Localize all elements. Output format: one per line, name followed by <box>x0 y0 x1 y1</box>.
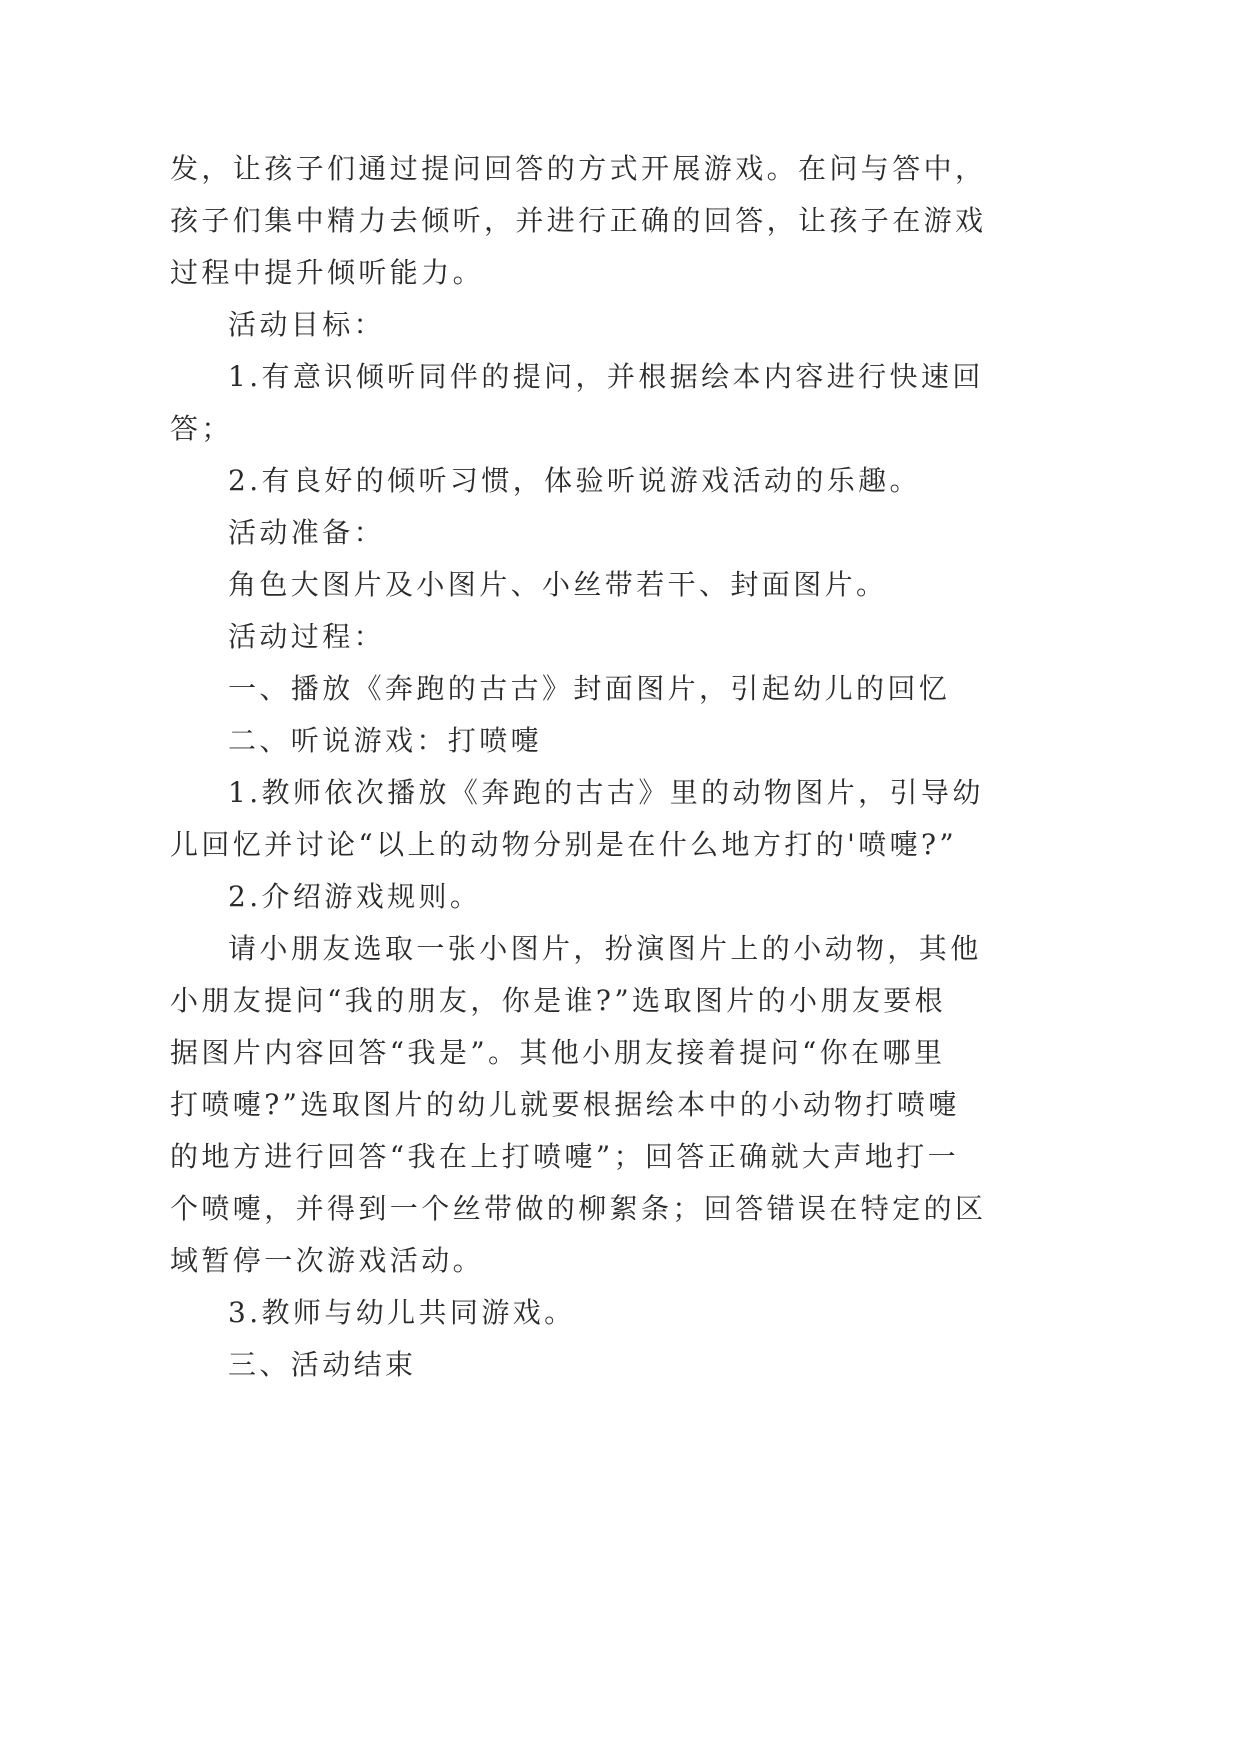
process-step-1: 一、播放《奔跑的古古》封面图片，引起幼儿的回忆 <box>228 672 951 705</box>
goal-item-1: 1.有意识倾听同伴的提问，并根据绘本内容进行快速回 <box>228 360 984 393</box>
rules-paragraph-line: 小朋友提问“我的朋友，你是谁?”选取图片的小朋友要根 <box>170 984 947 1017</box>
section-heading-preparation: 活动准备： <box>228 516 386 549</box>
rules-paragraph-line: 据图片内容回答“我是”。其他小朋友接着提问“你在哪里 <box>170 1036 946 1069</box>
section-heading-goals: 活动目标： <box>228 308 386 341</box>
process-step-2: 二、听说游戏：打喷嚏 <box>228 724 543 757</box>
substep-1: 1.教师依次播放《奔跑的古古》里的动物图片，引导幼 <box>228 776 984 809</box>
substep-1-continued: 儿回忆并讨论“以上的动物分别是在什么地方打的'喷嚏?” <box>170 828 958 861</box>
process-step-3: 三、活动结束 <box>228 1348 417 1381</box>
document-body <box>170 143 987 1391</box>
preparation-text: 角色大图片及小图片、小丝带若干、封面图片。 <box>228 568 888 601</box>
goal-item-1-continued: 答； <box>170 412 233 445</box>
body-line: 孩子们集中精力去倾听，并进行正确的回答，让孩子在游戏 <box>170 204 987 237</box>
rules-paragraph-line: 的地方进行回答“我在上打喷嚏”；回答正确就大声地打一 <box>170 1140 960 1173</box>
substep-2: 2.介绍游戏规则。 <box>228 880 482 913</box>
goal-item-2: 2.有良好的倾听习惯，体验听说游戏活动的乐趣。 <box>228 464 921 497</box>
rules-paragraph-line: 域暂停一次游戏活动。 <box>170 1244 485 1277</box>
rules-paragraph-line: 请小朋友选取一张小图片，扮演图片上的小动物，其他 <box>228 932 982 965</box>
section-heading-process: 活动过程： <box>228 620 386 653</box>
body-line: 发，让孩子们通过提问回答的方式开展游戏。在问与答中， <box>170 152 987 185</box>
body-line: 过程中提升倾听能力。 <box>170 256 485 289</box>
rules-paragraph-line: 打喷嚏?”选取图片的幼儿就要根据绘本中的小动物打喷嚏 <box>170 1088 960 1121</box>
rules-paragraph-line: 个喷嚏，并得到一个丝带做的柳絮条；回答错误在特定的区 <box>170 1192 987 1225</box>
substep-3: 3.教师与幼儿共同游戏。 <box>228 1296 576 1329</box>
